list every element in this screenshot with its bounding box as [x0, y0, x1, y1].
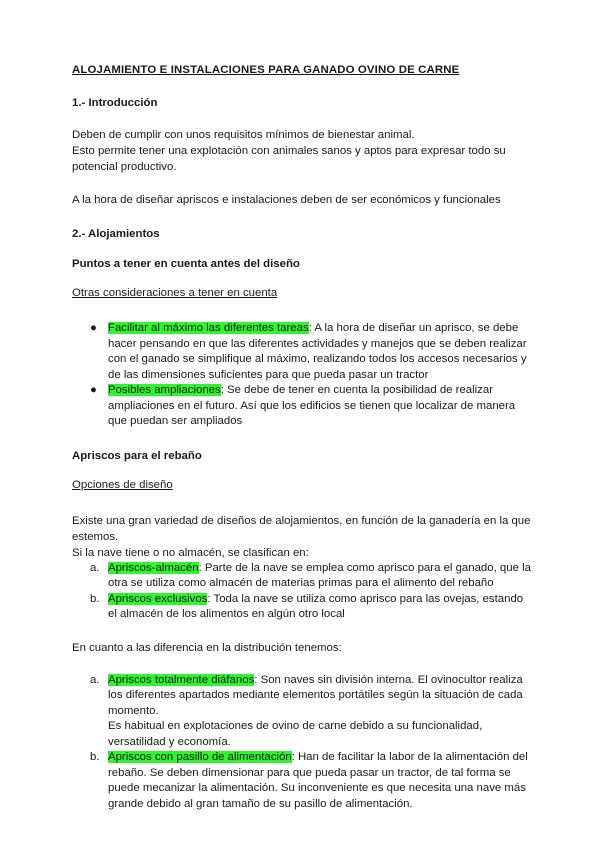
list-item — [72, 561, 532, 592]
intro-paragraph-1 — [72, 127, 532, 175]
list-letter: b. — [90, 751, 100, 763]
document-page — [72, 64, 532, 812]
list-item-text: : Parte de la nave se emplea como aprisco para el ganado, que la otra se utiliza como almacén de materias primas para el alimento del rebaño — [108, 561, 531, 589]
alojamientos-heading: 2.- Alojamientos — [72, 228, 160, 240]
bullet-icon: ● — [90, 322, 97, 334]
list-item-extra: Es habitual en explotaciones de ovino de carne debido a su funcionalidad, versatilidad y economía. — [108, 720, 483, 748]
storage-classification-list — [72, 561, 532, 623]
highlighted-term: Apriscos totalmente diáfanos — [108, 673, 255, 686]
considerations-list — [72, 321, 532, 430]
intro-heading: 1.- Introducción — [72, 97, 158, 109]
apriscos-paragraph-2: Si la nave tiene o no almacén, se clasifican en: — [72, 546, 309, 559]
apriscos-paragraph-1: Existe una gran variedad de diseños de alojamientos, en función de la ganadería en la que estemos. — [72, 514, 531, 543]
design-points-heading: Puntos a tener en cuenta antes del diseño — [72, 258, 300, 270]
apriscos-heading: Apriscos para el rebaño — [72, 449, 202, 462]
list-letter: a. — [90, 673, 100, 686]
distribution-list — [72, 673, 532, 813]
highlighted-term: Facilitar al máximo las diferentes tareas — [108, 322, 309, 334]
list-item — [72, 673, 532, 751]
apriscos-paragraph-3: En cuanto a las diferencia en la distribución tenemos: — [72, 641, 342, 654]
list-letter: b. — [90, 592, 100, 605]
highlighted-term: Apriscos-almacén — [108, 561, 199, 574]
list-item-text: : Son naves sin división interna. El ovinocultor realiza los diferentes apartados mediante elementos portátiles según la situación de cada momento. — [108, 673, 523, 717]
list-item-text: : A la hora de diseñar un aprisco, se debe hacer pensando en que las diferentes actividades y manejos que se deben realizar con el ganado se simplifique al máximo, realizando todos los accesos necesarios y de las dimensiones suficientes para que pueda pasar un tractor — [108, 322, 527, 381]
list-item-text: : Se debe de tener en cuenta la posibilidad de realizar ampliaciones en el futuro. Así que los edificios se tienen que localizar de manera que puedan ser ampliados — [108, 384, 516, 427]
list-letter: a. — [90, 561, 100, 574]
list-item — [72, 383, 532, 430]
list-item-text: : Han de facilitar la labor de la alimentación del rebaño. Se deben dimensionar para que pueda pasar un tractor, de tal forma se puede mecanizar la alimentación. Su inconveniente es que necesita una nave más grande debido al gran tamaño de su pasillo de alimentación. — [108, 751, 528, 810]
intro-paragraph-2: A la hora de diseñar apriscos e instalaciones deben de ser económicos y funcionales — [72, 194, 501, 206]
intro-line-1: Deben de cumplir con unos requisitos mínimos de bienestar animal. — [72, 129, 415, 141]
highlighted-term: Apriscos exclusivos — [108, 592, 208, 605]
list-item-text: : Toda la nave se utiliza como aprisco para las ovejas, estando el almacén de los alimentos en algún otro local — [108, 592, 524, 620]
list-item — [72, 592, 532, 623]
list-item — [72, 750, 532, 812]
document-title: ALOJAMIENTO E INSTALACIONES PARA GANADO OVINO DE CARNE — [72, 64, 460, 76]
highlighted-term: Posibles ampliaciones — [108, 384, 221, 396]
bullet-icon: ● — [90, 384, 97, 396]
other-considerations-subtitle: Otras consideraciones a tener en cuenta — [72, 287, 278, 299]
intro-line-2: Esto permite tener una explotación con animales sanos y aptos para expresar todo su potencial productivo. — [72, 145, 506, 173]
list-item — [72, 321, 532, 383]
design-options-subtitle: Opciones de diseño — [72, 478, 173, 491]
highlighted-term: Apriscos con pasillo de alimentación — [108, 751, 292, 763]
